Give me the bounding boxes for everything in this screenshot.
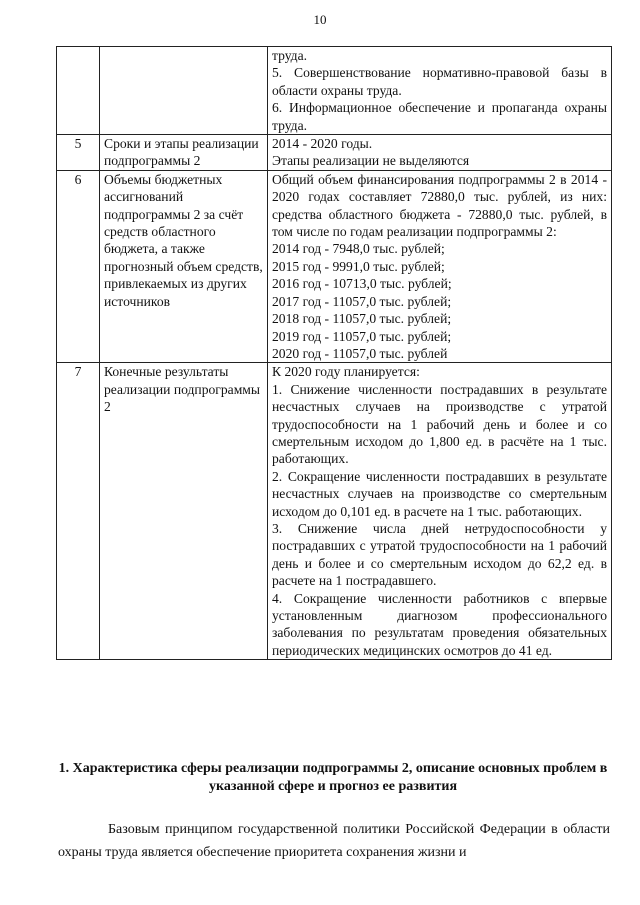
row-content <box>268 170 612 362</box>
row-number: 5 <box>57 135 100 171</box>
result-item: 2. Сокращение численности пострадавших в результате несчастных случаев на производстве со смертельным исходом до 0,101 ед. в расчете на 1 тыс. работающих. <box>272 468 607 519</box>
table-row <box>57 135 612 171</box>
page-number: 10 <box>313 12 327 27</box>
content-line: К 2020 году планируется: <box>272 364 420 380</box>
table-row <box>57 363 612 660</box>
row-name: Сроки и этапы реализации подпрограммы 2 <box>100 135 268 171</box>
row-content <box>268 363 612 660</box>
row-number: 7 <box>57 363 100 660</box>
table-row <box>57 47 612 135</box>
content-line: Этапы реализации не выделяются <box>272 153 470 169</box>
funding-year-line: 2018 год - 11057,0 тыс. рублей; <box>272 311 452 327</box>
content-intro: Общий объем финансирования подпрограммы 2 в 2014 - 2020 годах составляет 72880,0 тыс. рублей, из них: средства областного бюджета - 72880,0 тыс. рублей, в том числе по годам реализации подпрограммы 2: <box>272 171 607 240</box>
result-item: 1. Снижение численности пострадавших в результате несчастных случаев на производстве с утратой трудоспособности на 1 рабочий день и более и со смертельным исходом до 1,800 ед. в расчёте на 1 тыс. работающих. <box>272 381 607 467</box>
row-number <box>57 47 100 135</box>
content-line: труда. <box>272 48 308 63</box>
row-content <box>268 135 612 171</box>
funding-year-line: 2015 год - 9991,0 тыс. рублей; <box>272 258 445 274</box>
funding-year-line: 2017 год - 11057,0 тыс. рублей; <box>272 293 452 309</box>
subprogram-passport-table <box>56 46 612 660</box>
row-number: 6 <box>57 170 100 362</box>
content-line: 2014 - 2020 годы. <box>272 136 373 152</box>
funding-year-line: 2020 год - 11057,0 тыс. рублей <box>272 345 448 361</box>
row-content <box>268 47 612 135</box>
body-paragraph: Базовым принципом государственной политики Российской Федерации в области охраны труда является обеспечение приоритета сохранения жизни и <box>58 822 610 860</box>
row-name: Конечные результаты реализации подпрограммы 2 <box>100 363 268 660</box>
funding-year-line: 2016 год - 10713,0 тыс. рублей; <box>272 276 452 292</box>
result-item: 4. Сокращение численности работников с впервые установленным диагнозом профессионального заболевания по результатам проведения обязательных периодических медицинских осмотров до 41 ед. <box>272 590 607 658</box>
funding-year-line: 2019 год - 11057,0 тыс. рублей; <box>272 328 452 344</box>
content-line: 6. Информационное обеспечение и пропаганда охраны труда. <box>272 100 607 133</box>
content-line: 5. Совершенствование нормативно-правовой базы в области охраны труда. <box>272 65 607 98</box>
funding-year-line: 2014 год - 7948,0 тыс. рублей; <box>272 241 445 257</box>
result-item: 3. Снижение числа дней нетрудоспособности у пострадавших с утратой трудоспособности на 1 рабочий день и более и со смертельным исходом до 62,2 ед. в расчете на 1 пострадавшего. <box>272 520 607 589</box>
table-row <box>57 170 612 362</box>
row-name <box>100 47 268 135</box>
row-name: Объемы бюджетных ассигнований подпрограммы 2 за счёт средств областного бюджета, а также прогнозный объем средств, привлекаемых из других источников <box>100 170 268 362</box>
section-heading: 1. Характеристика сферы реализации подпрограммы 2, описание основных проблем в указанной сфере и прогноз ее развития <box>58 761 608 794</box>
